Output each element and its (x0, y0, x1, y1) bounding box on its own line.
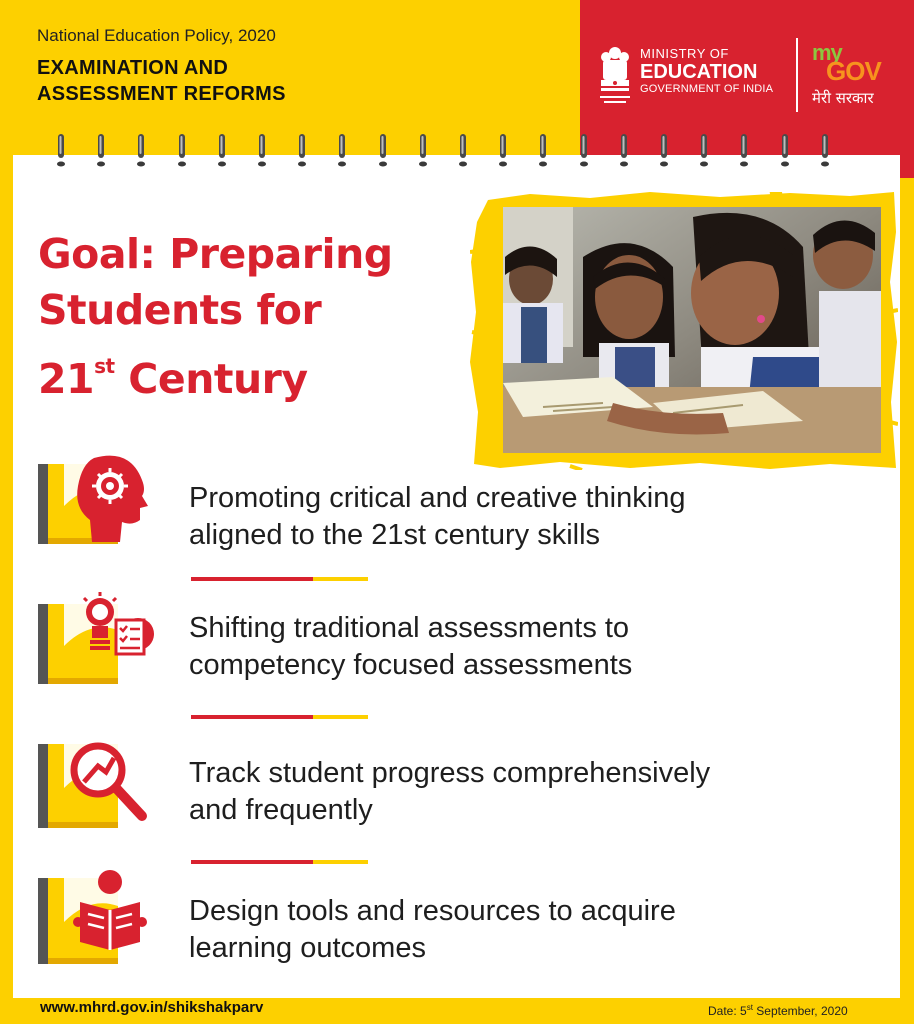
logo-divider (796, 38, 798, 112)
spiral-ring (498, 134, 508, 168)
item-line: aligned to the 21st century skills (189, 519, 601, 551)
spiral-ring (579, 134, 589, 168)
mygov-tagline: मेरी सरकार (812, 89, 874, 107)
mygov-gov: GOV (826, 56, 881, 86)
item-line: Promoting critical and creative thinking (189, 482, 686, 514)
item-line: Track student progress comprehensively (189, 757, 711, 789)
national-emblem-icon (598, 44, 632, 106)
page-title (37, 55, 286, 107)
ministry-line1: MINISTRY OF (640, 46, 729, 61)
item-line: competency focused assessments (189, 649, 633, 681)
ministry-line3: GOVERNMENT OF INDIA (640, 83, 774, 95)
item-line: Shifting traditional assessments to (189, 612, 630, 644)
mygov-my: my (812, 40, 842, 65)
goal-line3-rest: Century (114, 355, 308, 403)
spiral-ring (619, 134, 629, 168)
spiral-ring (257, 134, 267, 168)
spiral-ring (56, 134, 66, 168)
goal-line3-sup: st (94, 354, 115, 378)
assessment-checklist-icon (34, 590, 154, 688)
item-line: learning outcomes (189, 932, 426, 964)
item-line: and frequently (189, 794, 373, 826)
spiral-ring (177, 134, 187, 168)
spiral-ring (96, 134, 106, 168)
spiral-ring (458, 134, 468, 168)
item-text (189, 610, 869, 684)
spiral-ring (378, 134, 388, 168)
thinking-head-icon (34, 450, 154, 548)
item-separator (191, 860, 368, 864)
spiral-ring (217, 134, 227, 168)
policy-label: National Education Policy, 2020 (37, 26, 276, 45)
spiral-ring (739, 134, 749, 168)
page-title-line2: ASSESSMENT REFORMS (37, 83, 286, 105)
footer-date-sup: st (746, 1003, 753, 1012)
footer-date-rest: September, 2020 (752, 1004, 848, 1018)
item-text (189, 480, 869, 554)
spiral-ring (337, 134, 347, 168)
spiral-ring (418, 134, 428, 168)
item-text (189, 893, 869, 967)
students-photo (503, 207, 881, 453)
footer-date (708, 1003, 848, 1018)
mygov-logo (812, 40, 908, 110)
footer-date-prefix: Date: 5 (708, 1004, 747, 1018)
goal-line2: Students for (38, 286, 322, 334)
page-title-line1: EXAMINATION AND (37, 57, 229, 79)
footer-url-link[interactable]: www.mhrd.gov.in/shikshakparv (40, 999, 264, 1016)
goal-line1: Goal: Preparing (38, 230, 393, 278)
spiral-ring (780, 134, 790, 168)
ministry-line2: EDUCATION (640, 61, 758, 83)
student-reading-icon (34, 868, 154, 966)
item-text (189, 755, 869, 829)
item-line: Design tools and resources to acquire (189, 895, 676, 927)
spiral-ring (538, 134, 548, 168)
ministry-logo-text (640, 46, 773, 96)
spiral-ring (820, 134, 830, 168)
item-separator (191, 715, 368, 719)
goal-line3-num: 21 (38, 355, 95, 403)
goal-heading (38, 226, 458, 407)
spiral-ring (699, 134, 709, 168)
goal-line3 (38, 338, 458, 407)
spiral-ring (297, 134, 307, 168)
item-separator (191, 577, 368, 581)
spiral-ring (136, 134, 146, 168)
spiral-ring (659, 134, 669, 168)
magnifier-progress-icon (34, 736, 154, 834)
